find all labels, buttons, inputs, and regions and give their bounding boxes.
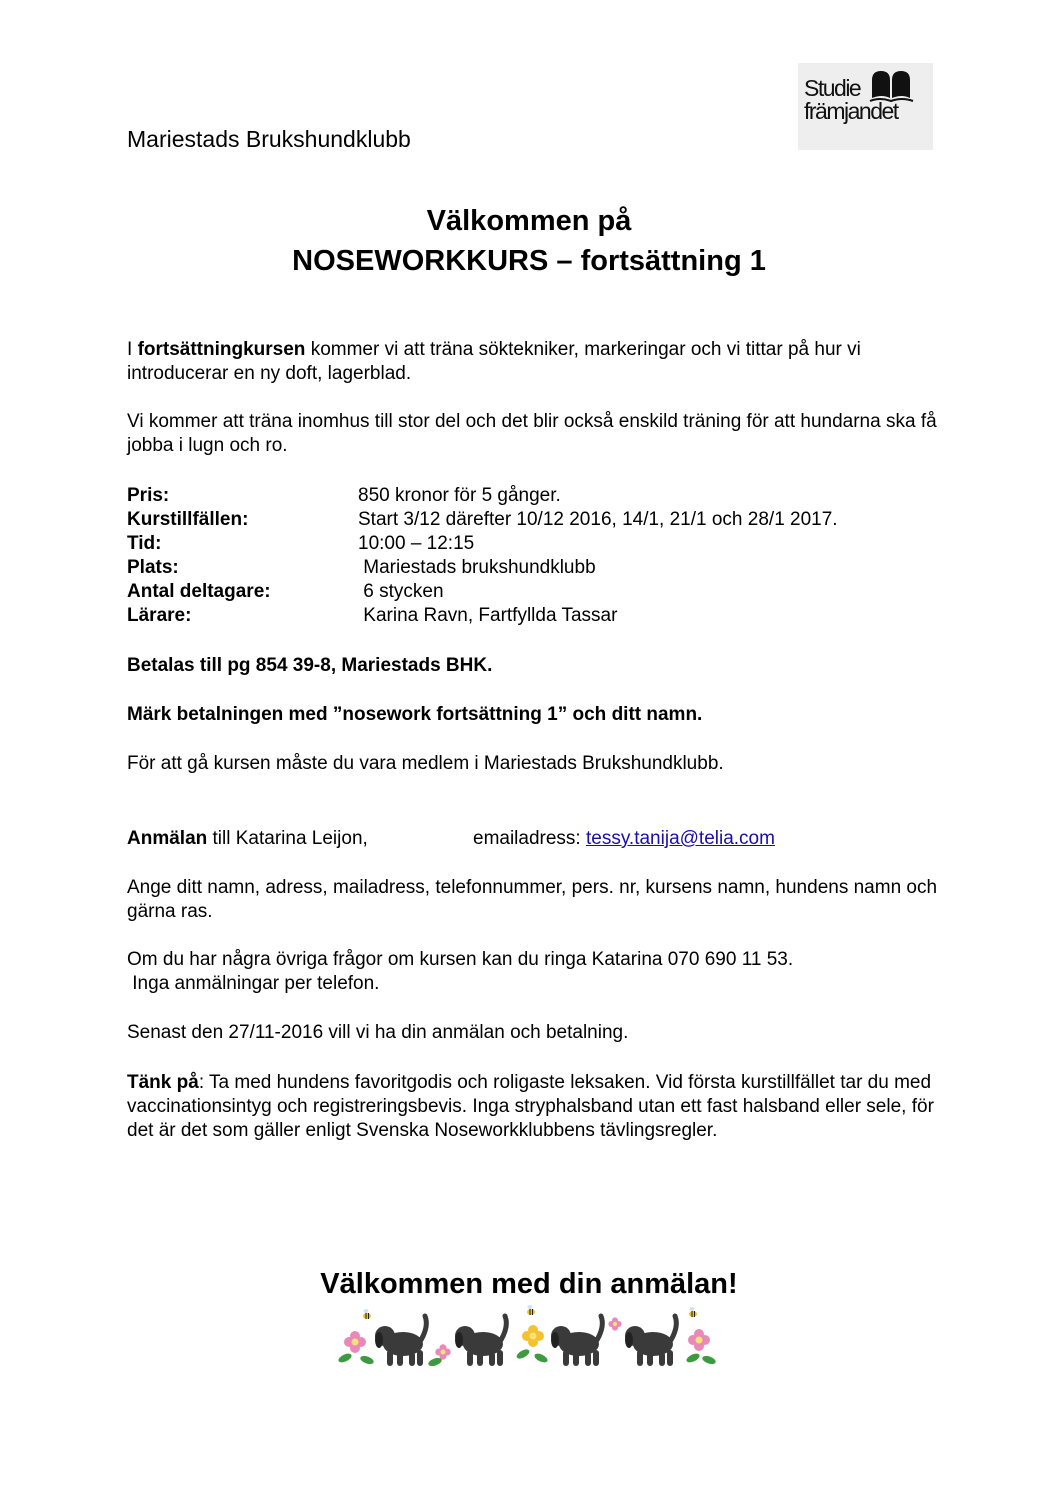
club-name: Mariestads Brukshundklubb — [127, 126, 411, 152]
dog-icon — [375, 1316, 426, 1366]
title-line2: NOSEWORKKURS – fortsättning 1 — [292, 245, 766, 277]
flower-pink-icon — [688, 1329, 710, 1351]
membership-note: För att gå kursen måste du vara medlem i Mariestads Brukshundklubb. — [127, 753, 724, 774]
studiefrämjandet-logo — [798, 63, 933, 150]
email-label: emailadress: — [473, 828, 586, 849]
payment-info: Betalas till pg 854 39-8, Mariestads BHK. — [127, 655, 493, 676]
course-name-bold: fortsättningkursen — [137, 339, 306, 360]
registration-line: Anmälan till Katarina Leijon, emailadress: tessy.tanija@telia.com — [127, 828, 775, 849]
dog-icon — [551, 1316, 602, 1366]
flower-yellow-icon — [522, 1325, 544, 1347]
remember-paragraph: Tänk på: Ta med hundens favoritgodis och roligaste leksaken. Vid första kurstillfället tar du med vaccinationsintyg och registreringsbevis. Inga stryphalsband utan ett fast halsband eller sele, för det är det som gäller enligt Svenska Noseworkklubbens tävlingsregler. — [127, 1072, 934, 1141]
deadline-note: Senast den 27/11-2016 vill vi ha din anmälan och betalning. — [127, 1022, 629, 1043]
dogs-and-flowers-border — [337, 1302, 721, 1370]
flower-pink-icon — [435, 1344, 450, 1359]
intro-paragraph-2: Vi kommer att träna inomhus till stor del och det blir också enskild träning för att hundarna ska få jobba i lugn och ro. — [127, 411, 937, 456]
flower-pink-icon — [344, 1331, 366, 1353]
intro-paragraph-1: I fortsättningkursen kommer vi att träna söktekniker, markeringar och vi tittar på hur vi introducerar en ny doft, lagerblad. — [127, 339, 861, 384]
logo-line2: främjandet — [804, 98, 898, 124]
flower-pink-icon — [608, 1317, 621, 1330]
bee-icon — [689, 1307, 697, 1317]
info-request: Ange ditt namn, adress, mailadress, telefonnummer, pers. nr, kursens namn, hundens namn och gärna ras. — [127, 877, 938, 922]
title-line1: Välkommen på — [426, 205, 632, 237]
dog-icon — [455, 1316, 506, 1366]
payment-mark-info: Märk betalningen med ”nosework fortsättning 1” och ditt namn. — [127, 704, 703, 725]
email-link[interactable]: tessy.tanija@telia.com — [586, 828, 775, 849]
questions-line1: Om du har några övriga frågor om kursen kan du ringa Katarina 070 690 11 53. — [127, 949, 794, 970]
dog-icon — [625, 1316, 676, 1366]
open-book-icon — [868, 68, 926, 104]
questions-line2: Inga anmälningar per telefon. — [127, 973, 380, 994]
closing-heading: Välkommen med din anmälan! — [320, 1268, 738, 1300]
logo-line1: Studie — [804, 75, 861, 101]
bee-icon — [527, 1305, 535, 1315]
bee-icon — [363, 1309, 371, 1319]
